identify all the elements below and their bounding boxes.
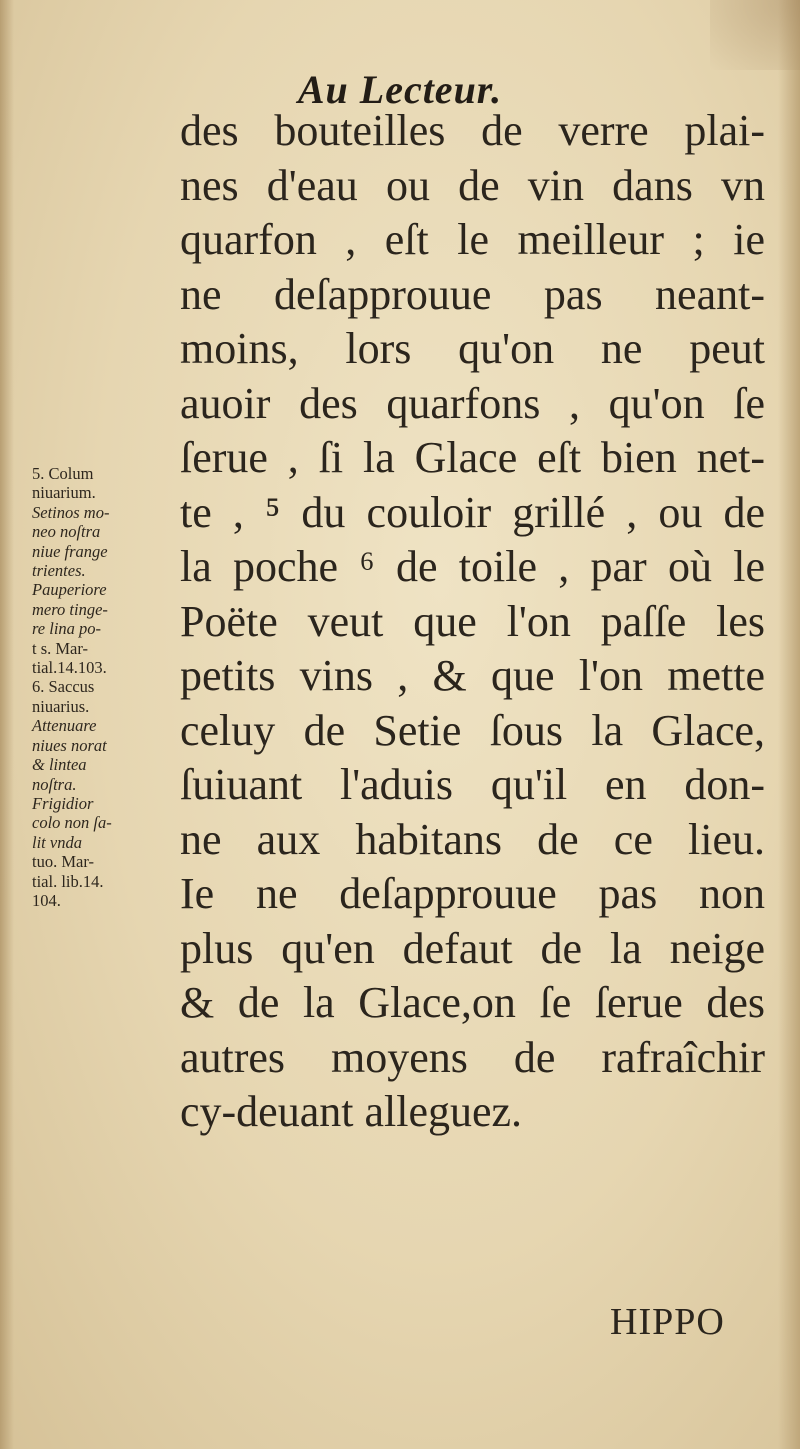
margin-note-line: lit vnda [32, 832, 82, 852]
running-title: Au Lecteur. [297, 67, 503, 112]
margin-note-line: re lina po- [32, 619, 102, 639]
text-line: autres moyens de rafraîchir [180, 1032, 765, 1082]
body-text [180, 104, 765, 1140]
margin-note-line: niues norat [32, 735, 107, 755]
page-corner-stain [710, 0, 800, 70]
margin-note-line: trientes. [32, 561, 86, 581]
text-line: te , ⁵ du couloir grillé , ou de [180, 487, 765, 537]
text-line: des bouteilles de verre plai- [180, 106, 765, 155]
text-line: ſerue , ſi la Glace eſt bien net- [180, 433, 765, 482]
margin-note-line: mero tinge- [32, 599, 108, 619]
margin-note-line: t s. Mar- [32, 638, 89, 658]
margin-note-line: & lintea [32, 755, 87, 775]
margin-note-line: tial. lib.14. [32, 871, 104, 891]
text-line: ne aux habitans de ce lieu. [180, 814, 765, 864]
text-line: petits vins , & que l'on mette [180, 651, 765, 700]
margin-notes [32, 464, 177, 910]
margin-note-line: tial.14.103. [32, 658, 107, 678]
page-edge-shadow-left [0, 0, 14, 1449]
text-line: Poëte veut que l'on paſſe les [180, 596, 765, 646]
margin-note-line: Setinos mo- [32, 502, 110, 522]
margin-note-line: Attenuare [32, 716, 97, 736]
text-line: celuy de Setie ſous la Glace, [180, 705, 765, 755]
margin-note-line: tuo. Mar- [32, 852, 94, 872]
text-line: nes d'eau ou de vin dans vn [180, 160, 765, 210]
margin-note-line: niuarium. [32, 483, 96, 503]
catchword: HIPPO [610, 1301, 725, 1343]
text-line: la poche ⁶ de toile , par où le [180, 542, 765, 591]
margin-note-line: niuarius. [32, 696, 90, 716]
text-line: & de la Glace,on ſe ſerue des [180, 978, 765, 1027]
page-edge-shadow-right [778, 0, 800, 1449]
margin-note-line: colo non ſa- [32, 813, 112, 833]
margin-note-line: niue frange [32, 541, 108, 561]
text-line: cy-deuant alleguez. [180, 1087, 523, 1136]
text-line: ſuiuant l'aduis qu'il en don- [180, 760, 765, 809]
margin-note-line: 6. Saccus [32, 677, 95, 697]
text-line: ne deſapprouue pas neant- [180, 269, 765, 319]
text-line: quarfon , eſt le meilleur ; ie [180, 215, 765, 264]
margin-note-line: 5. Colum [32, 464, 94, 483]
margin-note-line: 104. [32, 890, 61, 910]
margin-note-line: noſtra. [32, 774, 77, 794]
text-line: plus qu'en defaut de la neige [180, 923, 765, 973]
margin-note-line: Frigidior [32, 793, 94, 813]
text-line: Ie ne deſapprouue pas non [180, 869, 765, 918]
margin-note-line: Pauperiore [32, 580, 107, 600]
margin-note-line: neo noſtra [32, 522, 101, 542]
text-line: moins, lors qu'on ne peut [180, 324, 765, 373]
text-line: auoir des quarfons , qu'on ſe [180, 378, 765, 428]
